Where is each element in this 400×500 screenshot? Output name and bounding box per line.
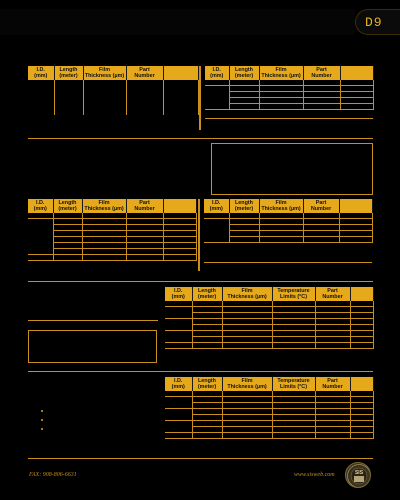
bullet-dot <box>41 410 43 412</box>
spec-table-1: I.D. (mm) Length (meter) Film Thickness (µm) Part Number <box>28 66 199 115</box>
divider <box>198 199 200 271</box>
bullet-dot <box>41 419 43 421</box>
section-rule <box>28 138 373 139</box>
spec-table-5: I.D. (mm) Length (meter) Film Thickness (µm) Temperature Limits (°C) Part Number <box>165 287 374 349</box>
text-box <box>211 143 373 195</box>
svg-text:SIS: SIS <box>354 470 364 476</box>
spec-table-4: I.D. (mm) Length (meter) Film Thickness (µm) Part Number <box>204 199 373 243</box>
spec-table-6: I.D. (mm) Length (meter) Film Thickness (µm) Temperature Limits (°C) Part Number <box>165 377 374 439</box>
page-code: D9 <box>365 15 383 30</box>
sis-seal-logo <box>345 462 371 488</box>
divider <box>199 66 201 130</box>
rule <box>205 118 373 119</box>
website-link[interactable]: www.sisweb.com <box>294 472 335 478</box>
spec-table-2: I.D. (mm) Length (meter) Film Thickness (µm) Part Number <box>205 66 374 110</box>
footer-rule <box>28 458 373 459</box>
page-tab <box>355 9 400 35</box>
spec-table-3: I.D. (mm) Length (meter) Film Thickness (µm) Part Number <box>28 199 197 261</box>
header-bar <box>0 9 355 35</box>
rule <box>28 320 158 321</box>
text-box <box>28 330 157 363</box>
section-rule <box>28 371 373 372</box>
fax-number: FAX: 908-806-6631 <box>29 472 77 478</box>
rule <box>204 262 372 263</box>
section-rule <box>28 281 373 282</box>
bullet-dot <box>41 428 43 430</box>
